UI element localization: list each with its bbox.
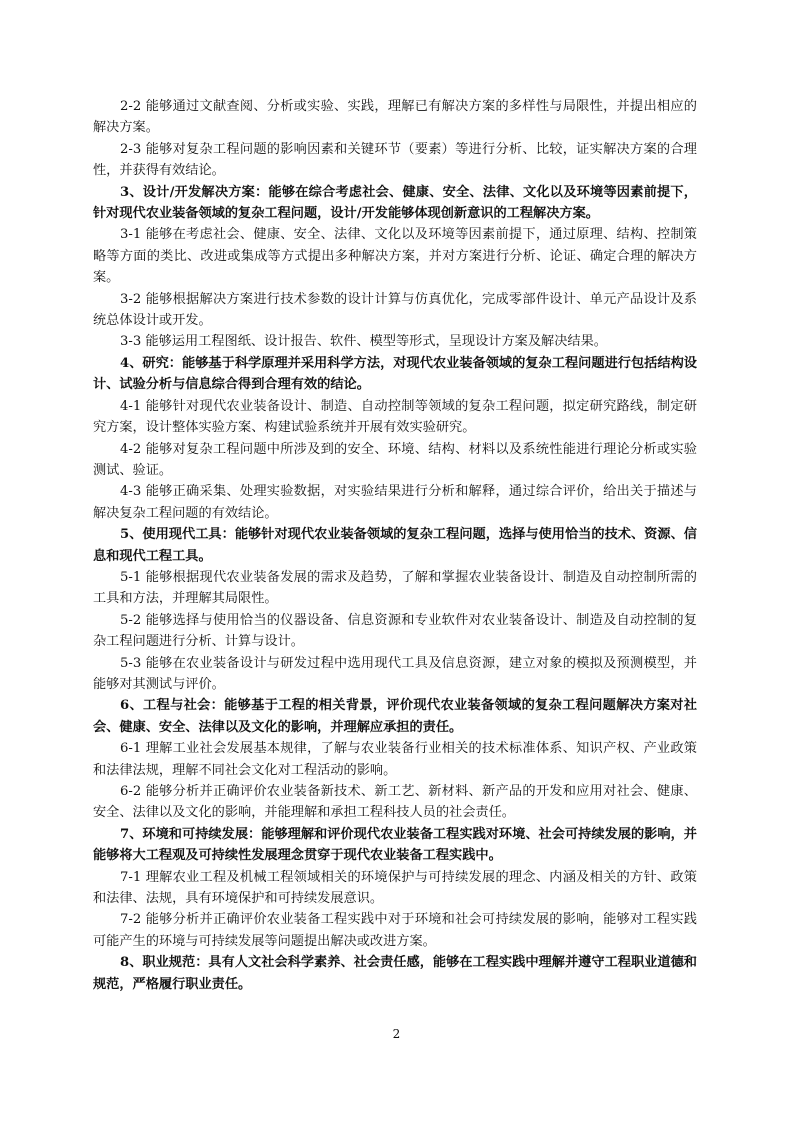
paragraph-7-1: 7-1 理解农业工程及机械工程领域相关的环境保护与可持续发展的理念、内涵及相关的方针、政策和法律、法规，具有环境保护和可持续发展意识。	[93, 869, 697, 907]
paragraph-4-2: 4-2 能够对复杂工程问题中所涉及到的安全、环境、结构、材料以及系统性能进行理论分析或实验测试、验证。	[93, 441, 697, 478]
section-heading-7: 7、环境和可持续发展：能够理解和评价现代农业装备工程实践对环境、社会可持续发展的影响，并能够将大工程观及可持续性发展理念贯穿于现代农业装备工程实践中。	[93, 826, 697, 864]
section-heading-6: 6、工程与社会：能够基于工程的相关背景，评价现代农业装备领域的复杂工程问题解决方案对社会、健康、安全、法律以及文化的影响，并理解应承担的责任。	[93, 698, 697, 735]
page-number: 2	[392, 1027, 401, 1041]
paragraph-2-2: 2-2 能够通过文献查阅、分析或实验、实践，理解已有解决方案的多样性与局限性，并提出相应的解决方案。	[93, 99, 697, 136]
paragraph-5-3: 5-3 能够在农业装备设计与研发过程中选用现代工具及信息资源，建立对象的模拟及预测模型，并能够对其测试与评价。	[93, 655, 697, 692]
section-heading-3: 3、设计/开发解决方案：能够在综合考虑社会、健康、安全、法律、文化以及环境等因素前提下，针对现代农业装备领域的复杂工程问题，设计/开发能够体现创新意识的工程解决方案。	[93, 184, 697, 222]
paragraph-4-3: 4-3 能够正确采集、处理实验数据，对实验结果进行分析和解释，通过综合评价，给出关于描述与解决复杂工程问题的有效结论。	[93, 484, 697, 521]
section-heading-8: 8、职业规范：具有人文社会科学素养、社会责任感，能够在工程实践中理解并遵守工程职业道德和规范，严格履行职业责任。	[93, 955, 697, 992]
paragraph-3-2: 3-2 能够根据解决方案进行技术参数的设计计算与仿真优化，完成零部件设计、单元产品设计及系统总体设计或开发。	[93, 291, 697, 329]
paragraph-6-2: 6-2 能够分析并正确评价农业装备新技术、新工艺、新材料、新产品的开发和应用对社会、健康、安全、法律以及文化的影响，并能理解和承担工程科技人员的社会责任。	[93, 784, 697, 821]
section-heading-4: 4、研究：能够基于科学原理并采用科学方法，对现代农业装备领域的复杂工程问题进行包括结构设计、试验分析与信息综合得到合理有效的结论。	[93, 355, 697, 393]
section-heading-5: 5、使用现代工具：能够针对现代农业装备领域的复杂工程问题，选择与使用恰当的技术、资源、信息和现代工程工具。	[93, 527, 697, 564]
document-body	[93, 96, 697, 995]
paragraph-3-1: 3-1 能够在考虑社会、健康、安全、法律、文化以及环境等因素前提下，通过原理、结构、控制策略等方面的类比、改进或集成等方式提出多种解决方案，并对方案进行分析、论证、确定合理的解决方案。	[93, 227, 697, 286]
paragraph-7-2: 7-2 能够分析并正确评价农业装备工程实践中对于环境和社会可持续发展的影响，能够对工程实践可能产生的环境与可持续发展等问题提出解决或改进方案。	[93, 912, 697, 949]
paragraph-5-1: 5-1 能够根据现代农业装备发展的需求及趋势，了解和掌握农业装备设计、制造及自动控制所需的工具和方法，并理解其局限性。	[93, 569, 697, 607]
paragraph-6-1: 6-1 理解工业社会发展基本规律，了解与农业装备行业相关的技术标准体系、知识产权、产业政策和法律法规，理解不同社会文化对工程活动的影响。	[93, 741, 697, 778]
paragraph-3-3: 3-3 能够运用工程图纸、设计报告、软件、模型等形式，呈现设计方案及解决结果。	[120, 334, 607, 350]
paragraph-5-2: 5-2 能够选择与使用恰当的仪器设备、信息资源和专业软件对农业装备设计、制造及自动控制的复杂工程问题进行分析、计算与设计。	[93, 612, 697, 650]
paragraph-2-3: 2-3 能够对复杂工程问题的影响因素和关键环节（要素）等进行分析、比较，证实解决方案的合理性，并获得有效结论。	[93, 141, 697, 179]
paragraph-4-1: 4-1 能够针对现代农业装备设计、制造、自动控制等领域的复杂工程问题，拟定研究路线，制定研究方案，设计整体实验方案、构建试验系统并开展有效实验研究。	[93, 398, 697, 436]
